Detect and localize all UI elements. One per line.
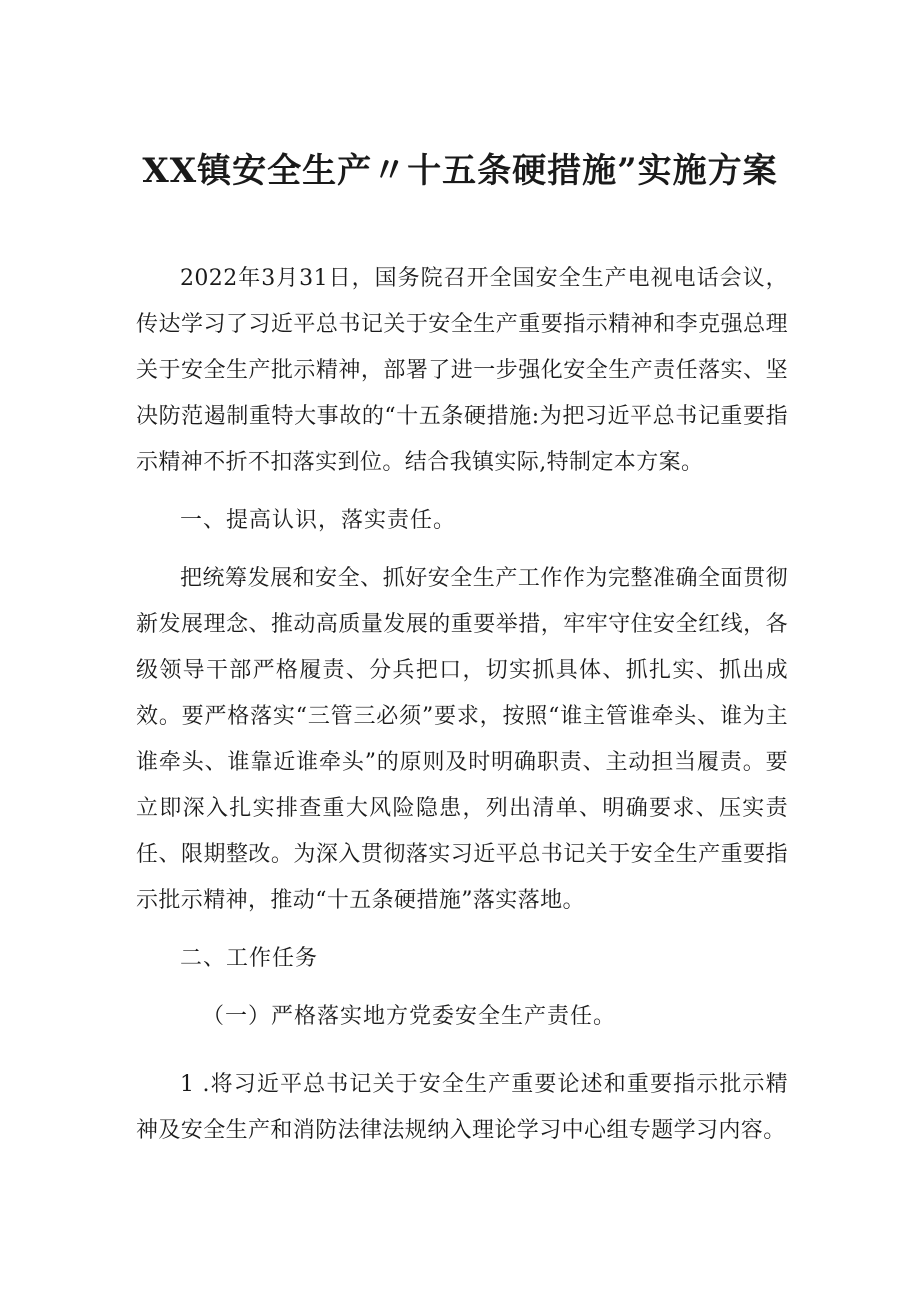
subsection-1-heading: （一）严格落实地方党委安全生产责任。 bbox=[202, 1004, 617, 1029]
spacer bbox=[136, 544, 788, 556]
section-2-heading: 二、工作任务 bbox=[180, 946, 319, 971]
spacer bbox=[136, 1040, 788, 1062]
item-1-paragraph: 1 .将习近平总书记关于安全生产重要论述和重要指示批示精神及安全生产和消防法律法规纳入理论学习中心组专题学习内容。 bbox=[136, 1072, 788, 1143]
spacer bbox=[136, 982, 788, 994]
intro-paragraph: 2022年3月31日，国务院召开全国安全生产电视电话会议，传达学习了习近平总书记关于安全生产重要指示精神和李克强总理关于安全生产批示精神，部署了进一步强化安全生产责任落实、坚决防范遏制重特大事故的“十五条硬措施:为把习近平总书记重要指示精神不折不扣落实到位。结合我镇实际,特制定本方案。 bbox=[136, 266, 788, 475]
section-1-heading: 一、提高认识，落实责任。 bbox=[180, 508, 457, 533]
section-1-body: 把统筹发展和安全、抓好安全生产工作作为完整准确全面贯彻新发展理念、推动高质量发展的重要举措，牢牢守住安全红线，各级领导干部严格履责、分兵把口，切实抓具体、抓扎实、抓出成效。要严格落实“三管三必须”要求，按照“谁主管谁牵头、谁为主谁牵头、谁靠近谁牵头”的原则及时明确职责、主动担当履责。要立即深入扎实排查重大风险隐患，列出清单、明确要求、压实责任、限期整改。为深入贯彻落实习近平总书记关于安全生产重要指示批示精神，推动“十五条硬措施”落实落地。 bbox=[136, 566, 788, 913]
document-body bbox=[136, 256, 788, 1154]
spacer bbox=[136, 486, 788, 498]
document-title: XX镇安全生产〃十五条硬措施”实施方案 bbox=[142, 151, 778, 191]
spacer bbox=[136, 924, 788, 936]
